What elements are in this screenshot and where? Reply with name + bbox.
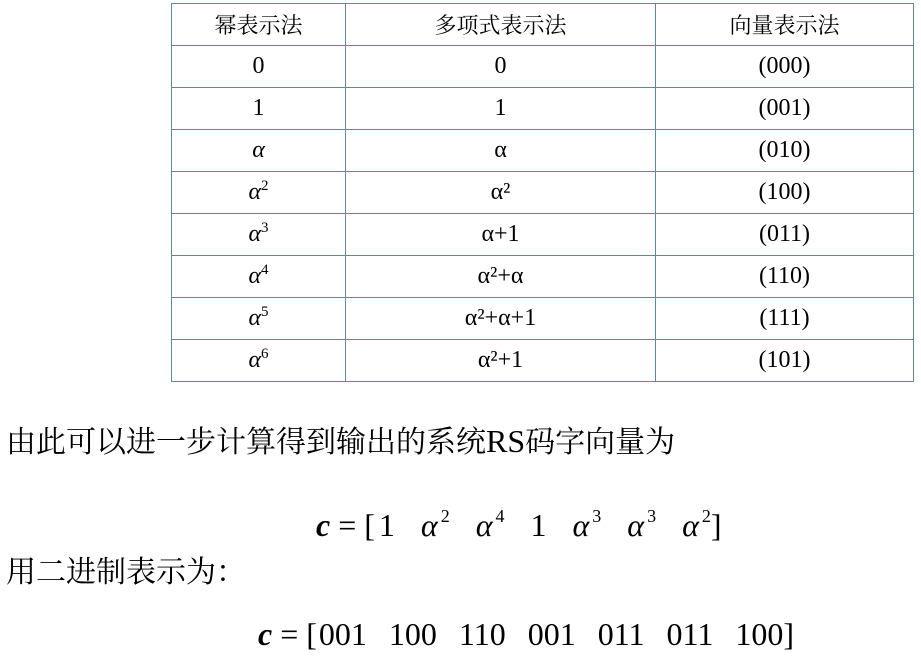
codeword-symbol: α $^4$ — [475, 506, 505, 543]
binary-equation-close: ] — [783, 616, 794, 652]
cell-power: $\alpha^6$ — [172, 340, 346, 382]
table-row — [172, 298, 914, 340]
cell-power: $\alpha^2$ — [172, 172, 346, 214]
cell-power: 0 — [172, 46, 346, 88]
cell-power: $\alpha^3$ — [172, 214, 346, 256]
intro-text-before: 由此可以进一步计算得到输出的系统 — [6, 425, 486, 460]
cell-polynomial: 1 — [346, 88, 656, 130]
codeword-vector-equation — [316, 505, 722, 545]
cell-vector: (011) — [656, 214, 914, 256]
codeword-symbol: α $^3$ — [572, 506, 602, 543]
cell-power: α — [172, 130, 346, 172]
binary-symbol: 001 — [527, 616, 576, 652]
binary-equation-open: = [ — [272, 616, 317, 652]
codeword-symbol: α $^3$ — [627, 506, 657, 543]
table-row — [172, 214, 914, 256]
binary-intro-text: 用二进制表示为： — [6, 555, 246, 590]
table-header-row — [172, 4, 914, 46]
table-row — [172, 88, 914, 130]
binary-symbol: 100 — [388, 616, 437, 652]
gf8-representation-table — [171, 3, 914, 382]
cell-power: 1 — [172, 88, 346, 130]
cell-polynomial: α+1 — [346, 214, 656, 256]
cell-polynomial: α²+1 — [346, 340, 656, 382]
cell-polynomial: α — [346, 130, 656, 172]
cell-vector: (001) — [656, 88, 914, 130]
cell-vector: (110) — [656, 256, 914, 298]
equation-lhs: c — [316, 507, 331, 543]
codeword-symbol: 1 — [530, 507, 547, 543]
binary-symbol: 011 — [597, 616, 645, 652]
cell-polynomial: 0 — [346, 46, 656, 88]
binary-symbol: 110 — [458, 616, 506, 652]
binary-symbol: 001 — [318, 616, 367, 652]
codeword-intro-text — [6, 421, 675, 463]
cell-vector: (101) — [656, 340, 914, 382]
table-row — [172, 172, 914, 214]
codeword-binary-equation — [258, 614, 794, 654]
header-polynomial: 多项式表示法 — [346, 4, 656, 46]
table-row — [172, 130, 914, 172]
cell-vector: (100) — [656, 172, 914, 214]
cell-power: $\alpha^4$ — [172, 256, 346, 298]
cell-polynomial: α² — [346, 172, 656, 214]
equation-close: ] — [710, 507, 722, 543]
cell-polynomial: α²+α+1 — [346, 298, 656, 340]
equation-open: = [ — [330, 507, 375, 543]
codeword-symbol: α $^2$ — [682, 506, 711, 543]
intro-text-rs: RS — [486, 423, 526, 459]
table-row — [172, 340, 914, 382]
binary-symbol: 011 — [666, 616, 714, 652]
cell-polynomial: α²+α — [346, 256, 656, 298]
header-power: 幂表示法 — [172, 4, 346, 46]
cell-vector: (000) — [656, 46, 914, 88]
codeword-symbol: α $^2$ — [420, 506, 450, 543]
table-row — [172, 256, 914, 298]
codeword-symbol: 1 — [378, 507, 395, 543]
cell-vector: (111) — [656, 298, 914, 340]
binary-equation-lhs: c — [258, 616, 273, 652]
cell-vector: (010) — [656, 130, 914, 172]
table-row — [172, 46, 914, 88]
cell-power: $\alpha^5$ — [172, 298, 346, 340]
header-vector: 向量表示法 — [656, 4, 914, 46]
binary-symbol: 100 — [735, 616, 784, 652]
intro-text-after: 码字向量为 — [525, 425, 676, 460]
